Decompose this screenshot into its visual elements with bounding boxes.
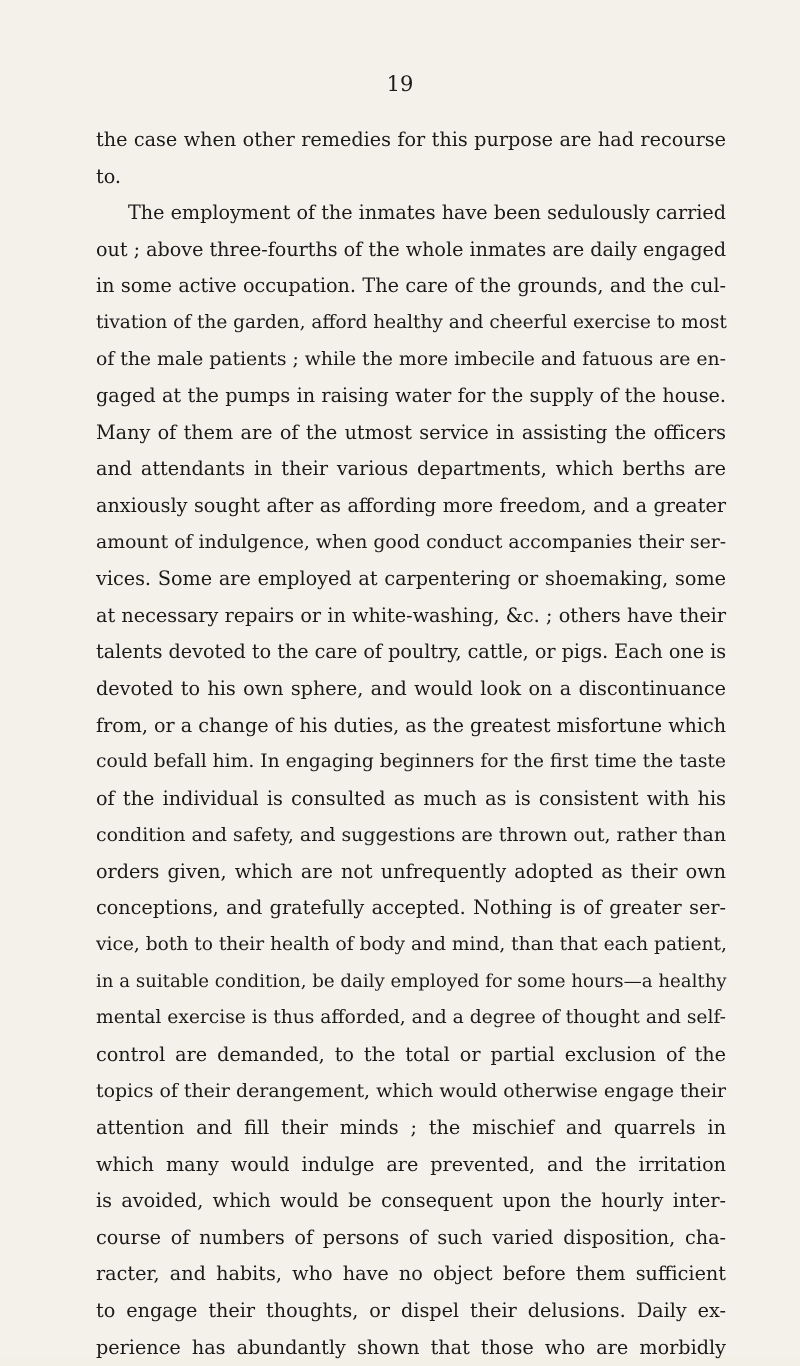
text-line: out ; above three-fourths of the whole inmates are daily engaged — [96, 237, 727, 261]
text-line: perience has abundantly shown that those who are morbidly — [96, 1335, 726, 1359]
text-line: and attendants in their various departments, which berths are — [96, 457, 726, 481]
text-line: from, or a change of his duties, as the greatest misfortune which — [96, 713, 727, 737]
text-line: Many of them are of the utmost service in assisting the officers — [96, 420, 726, 444]
text-line: which many would indulge are prevented, and the irritation — [96, 1152, 726, 1176]
text-line: orders given, which are not unfrequently adopted as their own — [96, 859, 726, 883]
text-line: topics of their derangement, which would otherwise engage their — [96, 1080, 727, 1103]
text-line: vices. Some are employed at carpentering or shoemaking, some — [96, 567, 726, 591]
text-line: gaged at the pumps in raising water for the supply of the house. — [96, 384, 726, 408]
text-line: in some active occupation. The care of the grounds, and the cul- — [96, 274, 726, 298]
text-line: mental exercise is thus afforded, and a degree of thought and self- — [96, 1007, 726, 1029]
text-line: tivation of the garden, afford healthy and cheerful exercise to most — [96, 311, 727, 333]
text-line: course of numbers of persons of such varied disposition, cha- — [96, 1225, 726, 1249]
page-number: 19 — [386, 72, 414, 96]
text-line: anxiously sought after as affording more freedom, and a greater — [96, 493, 726, 517]
text-line: of the individual is consulted as much as is consistent with his — [96, 786, 726, 810]
text-line: is avoided, which would be consequent upon the hourly inter- — [96, 1189, 726, 1213]
text-line: racter, and habits, who have no object before them sufficient — [96, 1262, 726, 1286]
text-line: to. — [96, 164, 122, 188]
text-line: control are demanded, to the total or partial exclusion of the — [96, 1042, 726, 1066]
text-line: at necessary repairs or in white-washing, &c. ; others have their — [96, 603, 726, 627]
text-line: devoted to his own sphere, and would look on a discontinuance — [96, 676, 726, 700]
text-line: amount of indulgence, when good conduct accompanies their ser- — [96, 531, 727, 553]
text-line: of the male patients ; while the more imbecile and fatuous are en- — [96, 348, 726, 370]
text-line: in a suitable condition, be daily employed for some hours—a healthy — [96, 970, 727, 992]
text-line: conceptions, and gratefully accepted. Nothing is of greater ser- — [96, 896, 726, 920]
text-line: vice, both to their health of body and mind, than that each patient, — [96, 934, 727, 956]
text-line: to engage their thoughts, or dispel their delusions. Daily ex- — [96, 1299, 726, 1322]
text-line: could befall him. In engaging beginners for the first time the taste — [96, 751, 726, 773]
text-line: condition and safety, and suggestions are thrown out, rather than — [96, 824, 726, 847]
body-text — [96, 122, 726, 1366]
text-line: attention and fill their minds ; the mischief and quarrels in — [96, 1116, 726, 1140]
text-line: the case when other remedies for this purpose are had recourse — [96, 128, 726, 151]
text-line: talents devoted to the care of poultry, cattle, or pigs. Each one is — [96, 640, 727, 664]
text-line: The employment of the inmates have been sedulously carried — [128, 201, 726, 225]
